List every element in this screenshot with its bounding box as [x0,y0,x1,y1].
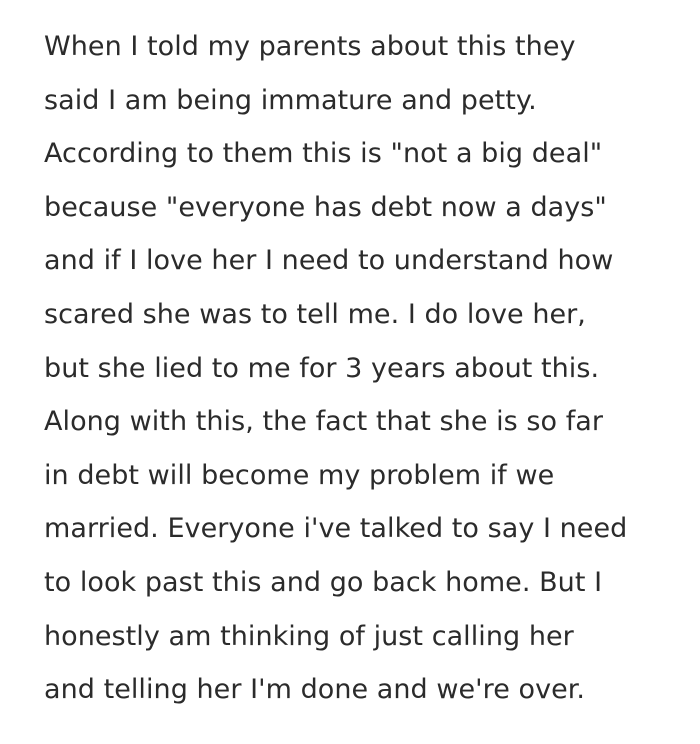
text-line: scared she was to tell me. I do love her, [44,298,586,330]
text-line: and telling her I'm done and we're over. [44,674,586,706]
text-line: When I told my parents about this they [44,31,576,62]
text-line: said I am being immature and petty. [44,84,537,116]
text-line: honestly am thinking of just calling her [44,620,574,652]
text-line: because "everyone has debt now a days" [44,191,607,223]
text-line: in debt will become my problem if we [44,459,555,491]
text-line: According to them this is "not a big deal" [44,138,603,170]
text-line: and if I love her I need to understand how [44,245,614,277]
text-line: to look past this and go back home. But I [44,566,603,598]
text-line: married. Everyone i've talked to say I need [44,513,628,545]
text-line: but she lied to me for 3 years about this. [44,352,600,384]
text-line: Along with this, the fact that she is so far [44,406,604,438]
